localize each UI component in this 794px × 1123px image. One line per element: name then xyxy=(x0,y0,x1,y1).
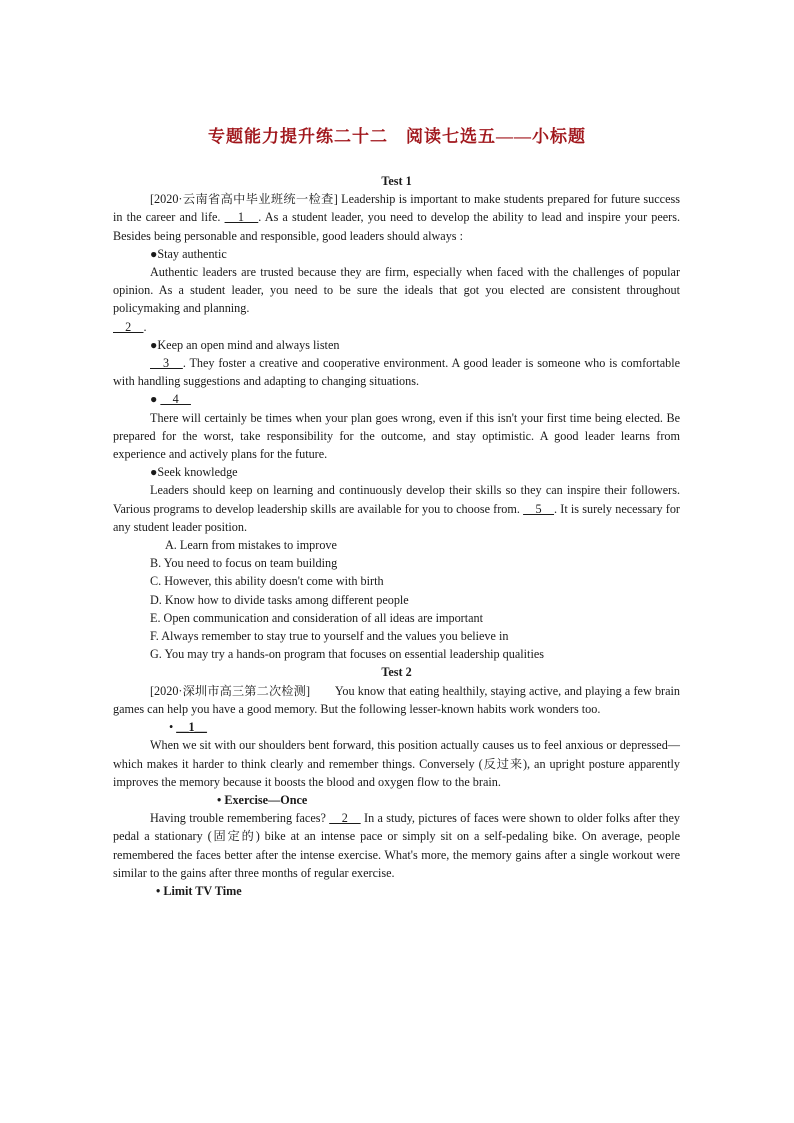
bullet-3: ● xyxy=(150,392,161,407)
test2-subheading-1 xyxy=(113,718,680,736)
option-g: G. You may try a hands-on program that focuses on essential leadership qualities xyxy=(150,647,544,662)
test1-subheading-3 xyxy=(113,390,680,408)
test1-subheading-2: ●Keep an open mind and always listen xyxy=(150,337,340,352)
page-title: 专题能力提升练二十二 阅读七选五——小标题 xyxy=(208,127,586,146)
blank-3: ＿3＿ xyxy=(150,356,183,371)
option-f: F. Always remember to stay true to yourself and the values you believe in xyxy=(150,629,509,644)
blank-1: ＿1＿ xyxy=(224,210,259,225)
test1-intro-text: [2020·云南省高中毕业班统一检查] Leadership is important to make students prepared for future success in the career and life. xyxy=(113,192,680,225)
test2-paragraph-2-start: Having trouble remembering faces? xyxy=(150,811,330,826)
blank-4: ＿4＿ xyxy=(160,392,191,407)
blank-5: ＿5＿ xyxy=(523,501,555,516)
test1-paragraph-2-text: . They foster a creative and cooperative environment. A good leader is someone who is comfortable with handling suggestions and adapting to changing situations. xyxy=(113,356,681,389)
test1-p1-end: . xyxy=(143,319,147,334)
test1-paragraph-4 xyxy=(113,481,680,536)
test1-paragraph-2 xyxy=(113,354,680,390)
test2-paragraph-1: When we sit with our shoulders bent forward, this position actually causes us to feel anxious or depressed—which makes it harder to think clearly and remember things. Conversely (反过来), an upright posture apparently improves the memory because it boosts the blood and oxygen flow to the brain. xyxy=(113,738,680,789)
test1-paragraph-1: Authentic leaders are trusted because they are firm, especially when faced with the challenges of popular opinion. As a student leader, you need to be sure the ideals that got you elected are consistent throughout policymaking and planning. xyxy=(113,265,680,316)
option-e: E. Open communication and consideration of all ideas are important xyxy=(150,610,484,625)
option-c: C. However, this ability doesn't come with birth xyxy=(150,574,384,589)
test2-intro: [2020·深圳市高三第二次检测] You know that eating healthily, staying active, and playing a few brain games can help you have a good memory. But the following lesser-known habits work wonders too. xyxy=(113,683,680,716)
test1-subheading-1: ●Stay authentic xyxy=(150,246,227,261)
test2-subheading-3: • Limit TV Time xyxy=(156,883,242,898)
test2-paragraph-2 xyxy=(113,809,680,882)
test2-blank-2: ＿2＿ xyxy=(329,811,361,826)
test2-blank-1: ＿1＿ xyxy=(176,720,207,735)
test2-bullet-1: • xyxy=(169,720,177,735)
blank-2: ＿2＿ xyxy=(113,319,144,334)
test1-subheading-4: ●Seek knowledge xyxy=(150,465,238,480)
test2-subheading-2: • Exercise—Once xyxy=(217,792,308,807)
test1-intro-rest: . As a student leader, you need to develop the ability to lead and inspire your peers. Besides being personable and responsible, good leaders should always : xyxy=(113,210,681,243)
test2-heading: Test 2 xyxy=(381,665,412,680)
option-d: D. Know how to divide tasks among different people xyxy=(150,592,409,607)
test1-intro xyxy=(113,190,680,245)
test1-blank-2-line xyxy=(113,318,680,336)
test1-paragraph-4-end: . It is surely necessary for any student leader position. xyxy=(113,501,680,534)
option-a: A. Learn from mistakes to improve xyxy=(165,538,337,553)
test1-heading: Test 1 xyxy=(381,174,412,188)
test2-paragraph-2-text: In a study, pictures of faces were shown to older folks after they pedal a stationary (固定的) bike at an intense pace or simply sit on a self-pedaling bike. On average, people remembered the faces better after the intense exercise. What's more, the memory gains after a single workout were similar to the gains after three months of regular exercise. xyxy=(113,811,681,880)
document-body xyxy=(113,172,680,900)
option-b: B. You need to focus on team building xyxy=(150,556,338,571)
test1-paragraph-3: There will certainly be times when your plan goes wrong, even if this isn't your first time being elected. Be prepared for the worst, take responsibility for the outcome, and stay optimistic. A good leader learns from experience and actively plans for the future. xyxy=(113,410,680,462)
test1-paragraph-4-text: Leaders should keep on learning and continuously develop their skills so they can inspire their followers. Various programs to develop leadership skills are available for you to choose from. xyxy=(113,483,680,516)
